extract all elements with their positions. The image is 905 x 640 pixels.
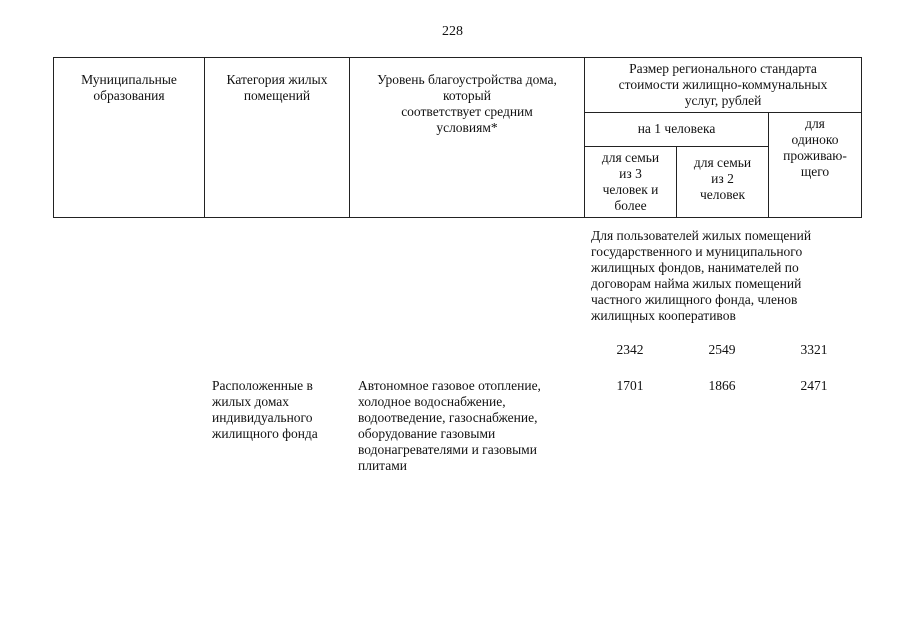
- header-line: одиноко: [791, 132, 839, 147]
- header-line: Муниципальные: [81, 72, 177, 87]
- header-line: Категория жилых: [226, 72, 328, 87]
- header-municipal: [54, 58, 205, 218]
- header-per-person: на 1 человека: [585, 113, 769, 147]
- level-line: водонагревателями и газовыми: [358, 442, 537, 457]
- level-line: плитами: [358, 458, 408, 473]
- row-level: [358, 378, 578, 474]
- value-single: 2471: [800, 378, 828, 393]
- header-line: проживаю-: [783, 148, 847, 163]
- header-level: [350, 58, 585, 218]
- subheading-line: государственного и муниципального: [591, 244, 803, 259]
- category-line: жилых домах: [212, 394, 290, 409]
- header-line: образования: [93, 88, 165, 103]
- header-single: [769, 113, 862, 218]
- level-line: оборудование газовыми: [358, 426, 496, 441]
- level-line: холодное водоснабжение,: [358, 394, 506, 409]
- header-line: условиям*: [436, 120, 498, 135]
- header-line: более: [614, 198, 647, 213]
- subheading-line: частного жилищного фонда, членов: [591, 292, 798, 307]
- value-family3: 1701: [616, 378, 644, 393]
- header-line: соответствует средним: [401, 104, 533, 119]
- value-family2: 1866: [708, 378, 736, 393]
- value-family2: 2549: [708, 342, 736, 357]
- header-line: для: [805, 116, 825, 131]
- header-family2: [677, 147, 769, 218]
- header-line: стоимости жилищно-коммунальных: [618, 77, 828, 92]
- header-line: человек: [699, 187, 746, 202]
- header-line: щего: [800, 164, 830, 179]
- header-line: услуг, рублей: [684, 93, 762, 108]
- subheading-line: жилищных фондов, нанимателей по: [591, 260, 799, 275]
- header-line: Размер регионального стандарта: [629, 61, 817, 76]
- value-single: 3321: [800, 342, 828, 357]
- value-family3: 2342: [616, 342, 644, 357]
- header-category: [205, 58, 350, 218]
- header-line: из 2: [711, 171, 734, 186]
- row-category: [212, 378, 352, 442]
- header-line: Уровень благоустройства дома,: [377, 72, 557, 87]
- header-family3: [585, 147, 677, 218]
- page-number: 228: [442, 24, 463, 39]
- header-line: для семьи: [693, 155, 752, 170]
- category-line: Расположенные в: [212, 378, 313, 393]
- subheading-line: Для пользователей жилых помещений: [591, 228, 812, 243]
- level-line: Автономное газовое отопление,: [358, 378, 541, 393]
- subheading-line: договорам найма жилых помещений: [591, 276, 802, 291]
- header-line: для семьи: [601, 150, 660, 165]
- subheading-line: жилищных кооперативов: [591, 308, 736, 323]
- header-standard: [585, 58, 862, 113]
- category-line: жилищного фонда: [212, 426, 318, 441]
- table-header: [53, 57, 862, 218]
- section-subheading: [591, 228, 853, 324]
- header-line: из 3: [619, 166, 642, 181]
- header-line: который: [443, 88, 491, 103]
- category-line: индивидуального: [212, 410, 313, 425]
- header-line: человек и: [602, 182, 659, 197]
- header-line: помещений: [243, 88, 311, 103]
- level-line: водоотведение, газоснабжение,: [358, 410, 538, 425]
